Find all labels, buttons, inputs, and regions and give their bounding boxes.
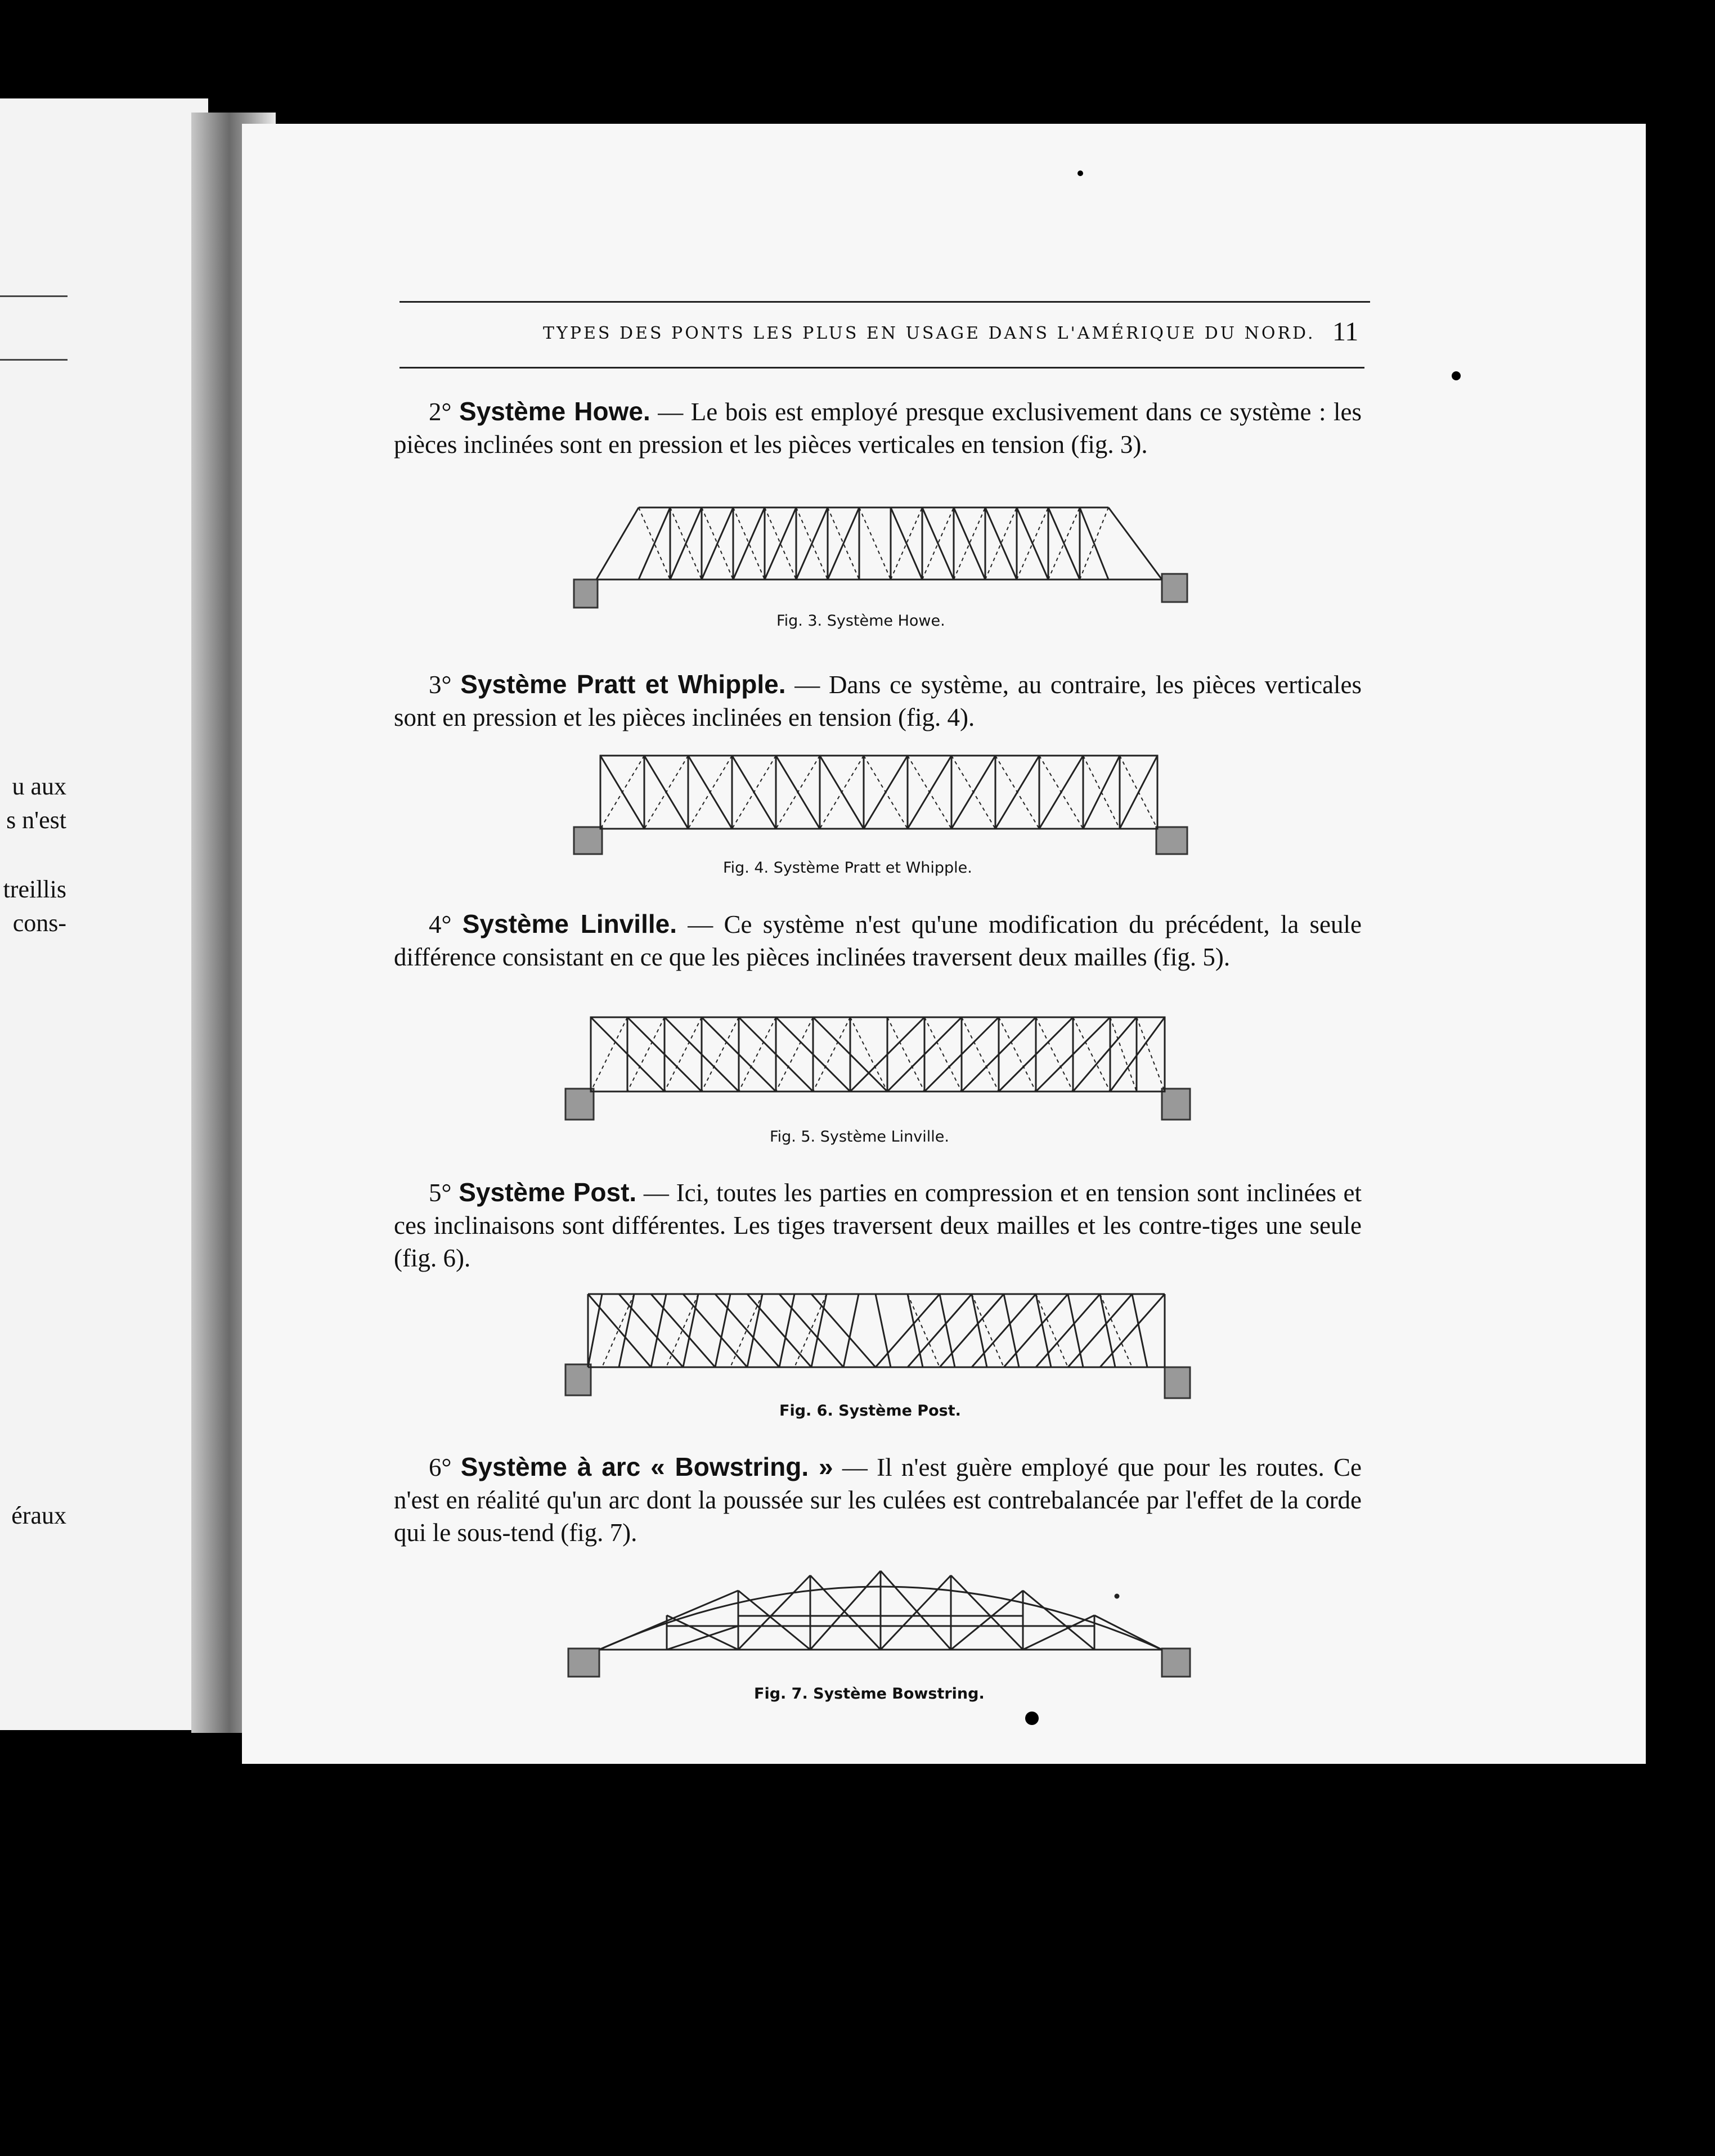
page-number: 11 [1332, 317, 1359, 347]
figure-post-truss [563, 1288, 1193, 1401]
section-howe [394, 395, 1362, 461]
section-heading: Système à arc « Bowstring. » [460, 1452, 833, 1481]
speck [1078, 170, 1083, 176]
facing-page-text: cons- [12, 909, 66, 937]
section-heading: Système Pratt et Whipple. [460, 670, 786, 699]
facing-page-text: s n'est [6, 806, 66, 834]
section-number: 3° [429, 671, 452, 699]
facing-page-rule [0, 295, 68, 297]
figure-linville-truss [563, 1013, 1193, 1125]
section-heading: Système Linville. [462, 909, 677, 938]
section-post [394, 1176, 1362, 1274]
section-linville [394, 908, 1362, 973]
facing-page-rule [0, 359, 68, 361]
section-text: — Ici, toutes les parties en compression et en tension sont inclinées et ces inclinaisons sont différentes. Les tiges traversent deux mailles et les contre-tiges une seule (fig. 6). [394, 1179, 1362, 1272]
section-heading: Système Post. [459, 1178, 637, 1207]
figure-caption: Fig. 5. Système Linville. [770, 1128, 949, 1146]
figure-caption: Fig. 6. Système Post. [779, 1402, 961, 1420]
figure-caption: Fig. 4. Système Pratt et Whipple. [723, 859, 972, 877]
figure-caption: Fig. 3. Système Howe. [776, 612, 945, 630]
section-bowstring [394, 1450, 1362, 1549]
running-title: TYPES DES PONTS LES PLUS EN USAGE DANS L'AMÉRIQUE DU NORD. [543, 324, 1316, 343]
facing-page-text: éraux [11, 1502, 66, 1529]
section-text: — Dans ce système, au contraire, les pièces verticales sont en pression et les pièces inclinées en tension (fig. 4). [394, 671, 1362, 731]
section-pratt-whipple [394, 668, 1362, 734]
facing-page-text: u aux [12, 772, 66, 800]
section-number: 5° [429, 1179, 452, 1207]
header-top-rule [399, 301, 1370, 303]
section-text: — Ce système n'est qu'une modification du précédent, la seule différence consistant en ce que les pièces inclinées traversent deux mailles (fig. 5). [394, 910, 1362, 971]
header-bottom-rule [399, 367, 1364, 369]
section-text: — Le bois est employé presque exclusivement dans ce système : les pièces inclinées sont en pression et les pièces verticales en tension (fig. 3). [394, 398, 1362, 459]
figure-caption: Fig. 7. Système Bowstring. [754, 1685, 985, 1703]
speck [1452, 371, 1461, 380]
section-text: — Il n'est guère employé que pour les routes. Ce n'est en réalité qu'un arc dont la poussée sur les culées est contrebalancée par l'effet de la corde qui le sous-tend (fig. 7). [394, 1453, 1362, 1547]
figure-bowstring-truss [563, 1564, 1198, 1688]
section-number: 6° [429, 1453, 452, 1481]
section-heading: Système Howe. [459, 397, 650, 426]
section-number: 2° [429, 398, 452, 426]
speck [1025, 1712, 1039, 1725]
facing-page-text: treillis [3, 875, 66, 903]
figure-howe-truss [571, 495, 1184, 613]
section-number: 4° [429, 910, 452, 938]
figure-pratt-truss [571, 751, 1190, 858]
